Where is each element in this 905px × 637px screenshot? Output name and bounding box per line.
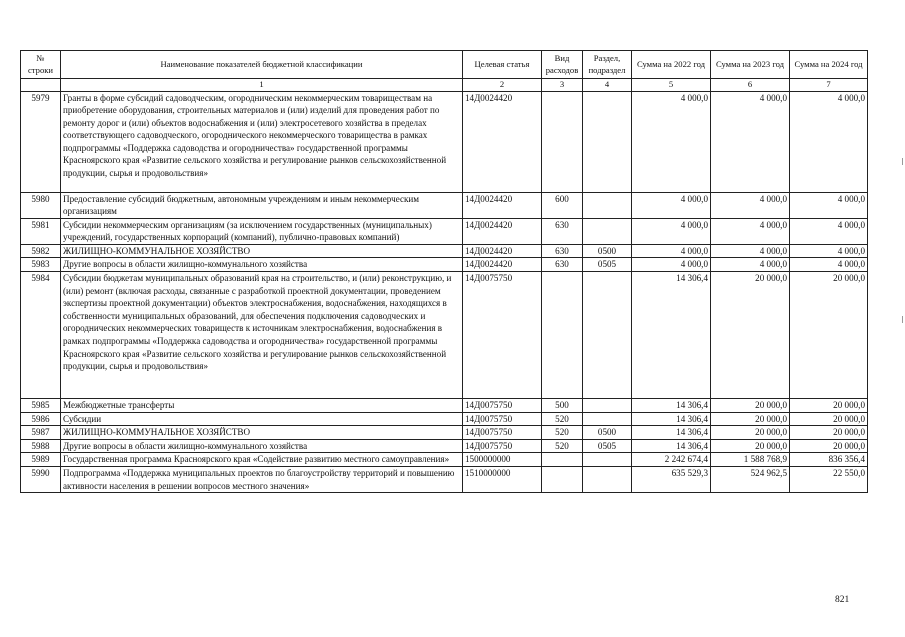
row-name-cell: Другие вопросы в области жилищно-коммунального хозяйства	[61, 439, 463, 453]
row-sum-2024-cell: 20 000,0	[790, 412, 868, 426]
row-sum-2024-cell: 836 356,4	[790, 453, 868, 467]
column-index-empty	[21, 79, 61, 92]
header-sum-2022: Сумма на 2022 год	[632, 51, 711, 79]
row-number-cell: 5987	[21, 426, 61, 440]
header-row	[21, 51, 868, 79]
scan-margin-mark	[902, 316, 903, 323]
row-sum-2024-cell: 4 000,0	[790, 192, 868, 218]
row-sum-2022-cell: 4 000,0	[632, 244, 711, 258]
row-number-cell: 5979	[21, 91, 61, 192]
row-sum-2022-cell: 4 000,0	[632, 91, 711, 192]
row-sum-2023-cell: 4 000,0	[711, 244, 790, 258]
table-row	[21, 258, 868, 272]
row-section-cell: 0505	[583, 439, 632, 453]
row-expense-type-cell	[542, 91, 583, 192]
row-section-cell	[583, 467, 632, 493]
row-section-cell	[583, 453, 632, 467]
header-sum-2024: Сумма на 2024 год	[790, 51, 868, 79]
row-name-cell: Государственная программа Красноярского края «Содействие развитию местного самоуправления»	[61, 453, 463, 467]
row-sum-2024-cell: 4 000,0	[790, 91, 868, 192]
row-sum-2022-cell: 14 306,4	[632, 412, 711, 426]
row-number-cell: 5984	[21, 272, 61, 399]
row-sum-2023-cell: 4 000,0	[711, 218, 790, 244]
row-sum-2023-cell: 20 000,0	[711, 412, 790, 426]
row-section-cell	[583, 272, 632, 399]
row-number-cell: 5982	[21, 244, 61, 258]
row-target-cell: 14Д0075750	[463, 412, 542, 426]
row-section-cell	[583, 399, 632, 413]
row-number-cell: 5980	[21, 192, 61, 218]
row-name-cell: Субсидии	[61, 412, 463, 426]
column-index-row	[21, 79, 868, 92]
row-sum-2023-cell: 20 000,0	[711, 272, 790, 399]
row-name-cell: Гранты в форме субсидий садоводческим, огородническим некоммерческим товариществам на приобретение оборудования, строительных материалов и (или) изделий для проведения работ по ремонту дорог и (или) объектов водоснабжения и (или) электросетевого хозяйства в пределах соответствующего садоводческого, огороднического некоммерческого товарищества в рамках подпрограммы «Поддержка садоводства и огородничества» государственной программы Красноярского края «Развитие сельского хозяйства и регулирование рынков сельскохозяйственной продукции, сырья и продовольствия»	[61, 91, 463, 192]
row-expense-type-cell: 520	[542, 412, 583, 426]
table-row	[21, 218, 868, 244]
row-name-cell: ЖИЛИЩНО-КОММУНАЛЬНОЕ ХОЗЯЙСТВО	[61, 244, 463, 258]
row-sum-2024-cell: 22 550,0	[790, 467, 868, 493]
row-name-cell: Субсидии бюджетам муниципальных образований края на строительство, и (или) реконструкцию, и (или) ремонт (включая расходы, связанные с разработкой проектной документации, проведением экспертизы проектной документации) объектов электроснабжения, водоснабжения, находящихся в собственности муниципальных образований, для обеспечения подключения садоводческих и огороднических некоммерческих товариществ к источникам электроснабжения, водоснабжения в рамках подпрограммы «Поддержка садоводства и огородничества» государственной программы Красноярского края «Развитие сельского хозяйства и регулирование рынков сельскохозяйственной продукции, сырья и продовольствия»	[61, 272, 463, 399]
page-number: 821	[835, 595, 850, 605]
row-target-cell: 14Д0075750	[463, 399, 542, 413]
row-sum-2022-cell: 635 529,3	[632, 467, 711, 493]
row-section-cell	[583, 91, 632, 192]
header-section: Раздел, подраздел	[583, 51, 632, 79]
column-index: 4	[583, 79, 632, 92]
row-sum-2023-cell: 4 000,0	[711, 192, 790, 218]
row-target-cell: 14Д0075750	[463, 272, 542, 399]
row-number-cell: 5986	[21, 412, 61, 426]
row-sum-2024-cell: 4 000,0	[790, 258, 868, 272]
table-row	[21, 192, 868, 218]
row-number-cell: 5989	[21, 453, 61, 467]
header-sum-2023: Сумма на 2023 год	[711, 51, 790, 79]
row-section-cell: 0505	[583, 258, 632, 272]
column-index: 3	[542, 79, 583, 92]
row-number-cell: 5985	[21, 399, 61, 413]
row-sum-2023-cell: 1 588 768,9	[711, 453, 790, 467]
row-sum-2024-cell: 20 000,0	[790, 272, 868, 399]
row-name-cell: Предоставление субсидий бюджетным, автономным учреждениям и иным некоммерческим организациям	[61, 192, 463, 218]
row-name-cell: Другие вопросы в области жилищно-коммунального хозяйства	[61, 258, 463, 272]
row-section-cell	[583, 218, 632, 244]
row-name-cell: Межбюджетные трансферты	[61, 399, 463, 413]
row-number-cell: 5988	[21, 439, 61, 453]
row-target-cell: 14Д0024420	[463, 91, 542, 192]
table-row	[21, 439, 868, 453]
row-expense-type-cell	[542, 467, 583, 493]
row-sum-2023-cell: 4 000,0	[711, 258, 790, 272]
row-number-cell: 5990	[21, 467, 61, 493]
table-row	[21, 244, 868, 258]
row-sum-2023-cell: 524 962,5	[711, 467, 790, 493]
row-sum-2023-cell: 4 000,0	[711, 91, 790, 192]
header-name: Наименование показателей бюджетной классификации	[61, 51, 463, 79]
row-target-cell: 14Д0024420	[463, 218, 542, 244]
row-section-cell	[583, 192, 632, 218]
row-name-cell: ЖИЛИЩНО-КОММУНАЛЬНОЕ ХОЗЯЙСТВО	[61, 426, 463, 440]
row-expense-type-cell: 630	[542, 244, 583, 258]
row-expense-type-cell	[542, 272, 583, 399]
row-sum-2023-cell: 20 000,0	[711, 426, 790, 440]
table-row	[21, 272, 868, 399]
row-sum-2022-cell: 14 306,4	[632, 272, 711, 399]
row-name-cell: Субсидии некоммерческим организациям (за исключением государственных (муниципальных) учреждений, государственных корпораций (компаний), публично-правовых компаний)	[61, 218, 463, 244]
row-target-cell: 1510000000	[463, 467, 542, 493]
row-sum-2023-cell: 20 000,0	[711, 439, 790, 453]
row-section-cell: 0500	[583, 426, 632, 440]
row-target-cell: 14Д0024420	[463, 192, 542, 218]
row-sum-2022-cell: 2 242 674,4	[632, 453, 711, 467]
row-expense-type-cell: 520	[542, 439, 583, 453]
row-sum-2024-cell: 20 000,0	[790, 426, 868, 440]
row-expense-type-cell	[542, 453, 583, 467]
column-index: 5	[632, 79, 711, 92]
row-expense-type-cell: 600	[542, 192, 583, 218]
column-index: 2	[463, 79, 542, 92]
table-row	[21, 412, 868, 426]
table-row	[21, 467, 868, 493]
table-body	[21, 91, 868, 493]
row-sum-2024-cell: 4 000,0	[790, 218, 868, 244]
row-target-cell: 14Д0024420	[463, 244, 542, 258]
row-target-cell: 14Д0075750	[463, 439, 542, 453]
row-sum-2022-cell: 4 000,0	[632, 192, 711, 218]
row-sum-2022-cell: 14 306,4	[632, 426, 711, 440]
row-number-cell: 5983	[21, 258, 61, 272]
column-index: 7	[790, 79, 868, 92]
row-expense-type-cell: 630	[542, 218, 583, 244]
row-expense-type-cell: 500	[542, 399, 583, 413]
row-number-cell: 5981	[21, 218, 61, 244]
row-sum-2024-cell: 4 000,0	[790, 244, 868, 258]
row-section-cell	[583, 412, 632, 426]
table-row	[21, 426, 868, 440]
header-target: Целевая статья	[463, 51, 542, 79]
column-index: 6	[711, 79, 790, 92]
scan-margin-mark	[902, 158, 903, 165]
row-target-cell: 14Д0075750	[463, 426, 542, 440]
row-target-cell: 14Д0024420	[463, 258, 542, 272]
row-sum-2022-cell: 4 000,0	[632, 258, 711, 272]
row-expense-type-cell: 520	[542, 426, 583, 440]
row-sum-2022-cell: 14 306,4	[632, 399, 711, 413]
row-sum-2023-cell: 20 000,0	[711, 399, 790, 413]
header-expense-type: Вид расходов	[542, 51, 583, 79]
budget-sheet	[20, 50, 868, 493]
row-sum-2024-cell: 20 000,0	[790, 399, 868, 413]
row-section-cell: 0500	[583, 244, 632, 258]
table-row	[21, 453, 868, 467]
column-index: 1	[61, 79, 463, 92]
table-row	[21, 91, 868, 192]
row-sum-2022-cell: 14 306,4	[632, 439, 711, 453]
row-name-cell: Подпрограмма «Поддержка муниципальных проектов по благоустройству территорий и повышению активности населения в решении вопросов местного значения»	[61, 467, 463, 493]
row-target-cell: 1500000000	[463, 453, 542, 467]
row-expense-type-cell: 630	[542, 258, 583, 272]
row-sum-2022-cell: 4 000,0	[632, 218, 711, 244]
budget-table	[20, 50, 868, 493]
row-sum-2024-cell: 20 000,0	[790, 439, 868, 453]
table-row	[21, 399, 868, 413]
header-row-no: № строки	[21, 51, 61, 79]
